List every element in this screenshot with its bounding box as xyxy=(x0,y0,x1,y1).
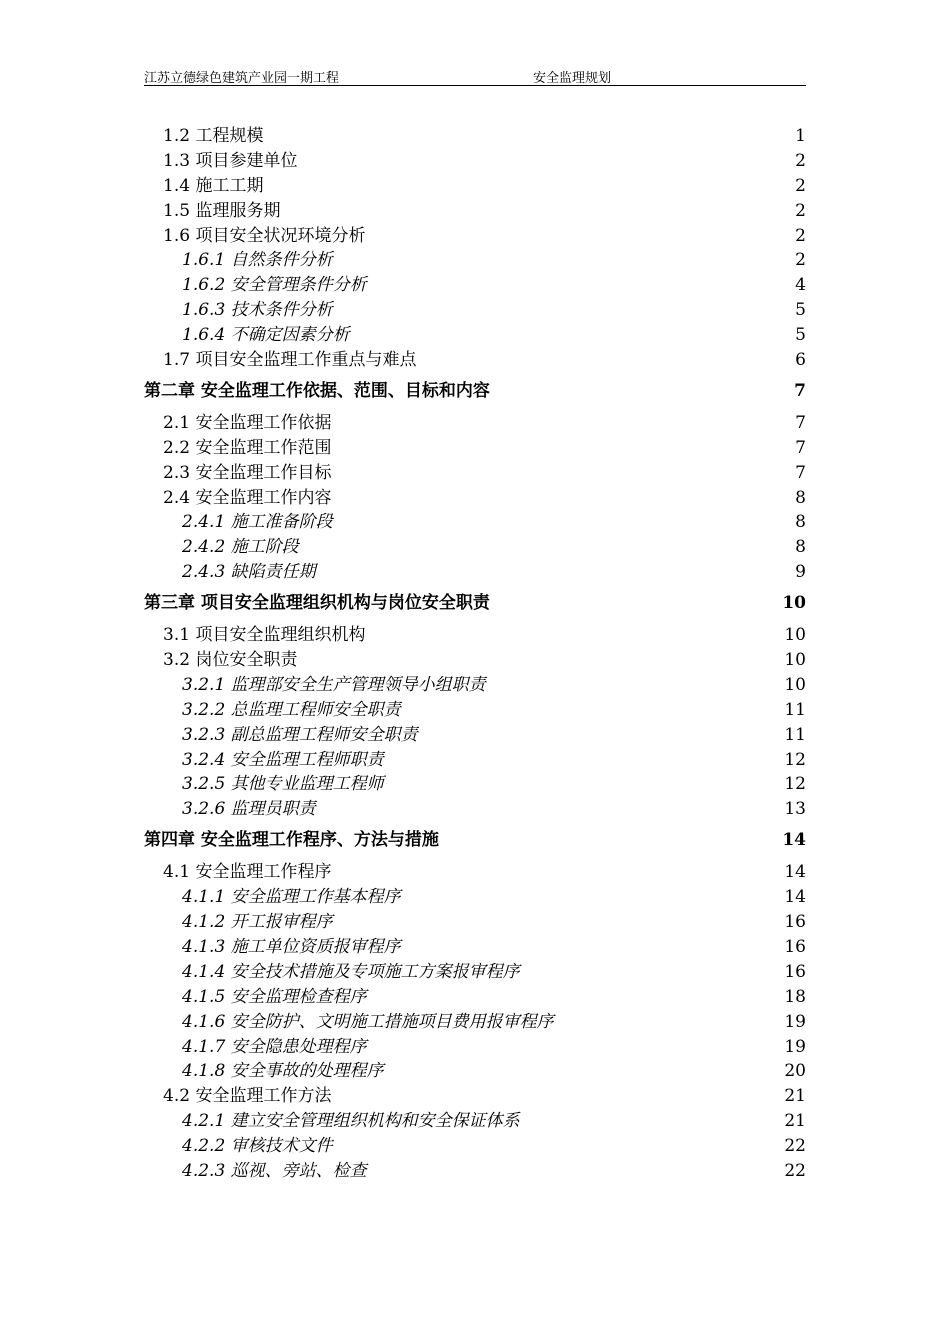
toc-entry-title: 1.6 项目安全状况环境分析 xyxy=(163,225,366,246)
toc-entry-page-number: 7 xyxy=(794,380,806,401)
toc-entry-title: 2.4.3 缺陷责任期 xyxy=(182,562,316,583)
toc-subsection-entry[interactable] xyxy=(144,935,806,960)
toc-entry-page-number: 16 xyxy=(784,961,806,982)
toc-entry-page-number: 8 xyxy=(795,512,806,533)
toc-chapter-entry[interactable] xyxy=(144,377,806,411)
toc-entry-page-number: 21 xyxy=(784,1086,806,1107)
toc-section-entry[interactable] xyxy=(144,461,806,486)
toc-entry-title: 4.1.3 施工单位资质报审程序 xyxy=(182,936,401,957)
toc-entry-title: 4.2.2 审核技术文件 xyxy=(182,1136,333,1157)
toc-subsection-entry[interactable] xyxy=(144,248,806,273)
toc-entry-page-number: 14 xyxy=(782,830,806,851)
header-project-name: 江苏立德绿色建筑产业园一期工程 xyxy=(144,71,340,86)
toc-entry-page-number: 2 xyxy=(795,200,806,221)
toc-entry-page-number: 8 xyxy=(795,487,806,508)
toc-entry-page-number: 6 xyxy=(795,350,806,371)
toc-subsection-entry[interactable] xyxy=(144,510,806,535)
toc-subsection-entry[interactable] xyxy=(144,560,806,585)
toc-entry-page-number: 2 xyxy=(795,150,806,171)
toc-entry-title: 3.2.5 其他专业监理工程师 xyxy=(182,774,384,795)
toc-entry-title: 1.6.3 技术条件分析 xyxy=(182,300,333,321)
toc-subsection-entry[interactable] xyxy=(144,985,806,1010)
toc-entry-page-number: 2 xyxy=(795,250,806,271)
toc-subsection-entry[interactable] xyxy=(144,797,806,822)
toc-entry-title: 1.3 项目参建单位 xyxy=(163,150,298,171)
toc-entry-title: 1.7 项目安全监理工作重点与难点 xyxy=(163,350,417,371)
toc-entry-title: 4.2.1 建立安全管理组织机构和安全保证体系 xyxy=(182,1111,520,1132)
toc-entry-title: 3.2.1 监理部安全生产管理领导小组职责 xyxy=(182,674,486,695)
page-header xyxy=(144,65,806,86)
toc-chapter-entry[interactable] xyxy=(144,826,806,860)
toc-entry-page-number: 5 xyxy=(795,300,806,321)
toc-chapter-entry[interactable] xyxy=(144,589,806,623)
toc-entry-page-number: 9 xyxy=(795,562,806,583)
toc-entry-title: 2.1 安全监理工作依据 xyxy=(163,412,332,433)
toc-section-entry[interactable] xyxy=(144,648,806,673)
toc-entry-page-number: 14 xyxy=(784,862,806,883)
toc-section-entry[interactable] xyxy=(144,411,806,436)
toc-entry-title: 第三章 项目安全监理组织机构与岗位安全职责 xyxy=(144,593,490,614)
toc-entry-page-number: 10 xyxy=(784,674,806,695)
toc-section-entry[interactable] xyxy=(144,124,806,149)
toc-entry-title: 3.2.4 安全监理工程师职责 xyxy=(182,749,384,770)
toc-entry-title: 2.4.2 施工阶段 xyxy=(182,537,299,558)
toc-entry-title: 4.1.2 开工报审程序 xyxy=(182,912,333,933)
toc-entry-title: 4.2 安全监理工作方法 xyxy=(163,1086,332,1107)
toc-section-entry[interactable] xyxy=(144,436,806,461)
toc-entry-title: 3.2 岗位安全职责 xyxy=(163,650,298,671)
toc-entry-page-number: 13 xyxy=(784,799,806,820)
toc-entry-page-number: 12 xyxy=(784,774,806,795)
toc-entry-page-number: 14 xyxy=(784,887,806,908)
toc-subsection-entry[interactable] xyxy=(144,1159,806,1184)
toc-entry-page-number: 20 xyxy=(784,1061,806,1082)
toc-entry-title: 4.1.8 安全事故的处理程序 xyxy=(182,1061,384,1082)
toc-entry-title: 3.2.2 总监理工程师安全职责 xyxy=(182,699,401,720)
toc-entry-page-number: 19 xyxy=(784,1036,806,1057)
toc-subsection-entry[interactable] xyxy=(144,772,806,797)
toc-entry-page-number: 12 xyxy=(784,749,806,770)
toc-entry-title: 1.6.4 不确定因素分析 xyxy=(182,325,350,346)
toc-subsection-entry[interactable] xyxy=(144,960,806,985)
toc-entry-page-number: 16 xyxy=(784,912,806,933)
toc-subsection-entry[interactable] xyxy=(144,1059,806,1084)
toc-entry-title: 1.4 施工工期 xyxy=(163,175,264,196)
toc-section-entry[interactable] xyxy=(144,860,806,885)
toc-entry-title: 4.1.4 安全技术措施及专项施工方案报审程序 xyxy=(182,961,520,982)
toc-entry-page-number: 22 xyxy=(784,1136,806,1157)
toc-entry-page-number: 10 xyxy=(784,625,806,646)
toc-subsection-entry[interactable] xyxy=(144,273,806,298)
toc-section-entry[interactable] xyxy=(144,1084,806,1109)
toc-subsection-entry[interactable] xyxy=(144,1035,806,1060)
toc-entry-title: 1.5 监理服务期 xyxy=(163,200,281,221)
toc-entry-page-number: 10 xyxy=(784,650,806,671)
toc-subsection-entry[interactable] xyxy=(144,1134,806,1159)
toc-entry-title: 3.2.3 副总监理工程师安全职责 xyxy=(182,724,418,745)
toc-entry-page-number: 5 xyxy=(795,325,806,346)
toc-entry-title: 4.1.1 安全监理工作基本程序 xyxy=(182,887,401,908)
toc-entry-title: 2.2 安全监理工作范围 xyxy=(163,437,332,458)
toc-entry-page-number: 11 xyxy=(784,699,806,720)
toc-entry-title: 1.2 工程规模 xyxy=(163,126,264,146)
toc-section-entry[interactable] xyxy=(144,174,806,199)
toc-entry-title: 4.1 安全监理工作程序 xyxy=(163,862,332,883)
toc-section-entry[interactable] xyxy=(144,486,806,511)
toc-entry-page-number: 8 xyxy=(795,537,806,558)
toc-entry-title: 3.1 项目安全监理组织机构 xyxy=(163,625,366,646)
toc-entry-title: 2.4.1 施工准备阶段 xyxy=(182,512,333,533)
toc-entry-page-number: 7 xyxy=(795,462,806,483)
toc-entry-title: 2.3 安全监理工作目标 xyxy=(163,462,332,483)
toc-entry-title: 1.6.2 安全管理条件分析 xyxy=(182,275,367,296)
toc-entry-title: 第二章 安全监理工作依据、范围、目标和内容 xyxy=(144,380,490,401)
toc-entry-page-number: 19 xyxy=(784,1011,806,1032)
header-document-title: 安全监理规划 xyxy=(533,71,612,86)
toc-subsection-entry[interactable] xyxy=(144,298,806,323)
toc-subsection-entry[interactable] xyxy=(144,723,806,748)
toc-subsection-entry[interactable] xyxy=(144,673,806,698)
toc-entry-title: 1.6.1 自然条件分析 xyxy=(182,250,333,271)
toc-section-entry[interactable] xyxy=(144,149,806,174)
toc-entry-title: 4.1.7 安全隐患处理程序 xyxy=(182,1036,367,1057)
toc-entry-title: 4.1.5 安全监理检查程序 xyxy=(182,986,367,1007)
toc-entry-page-number: 18 xyxy=(784,986,806,1007)
toc-subsection-entry[interactable] xyxy=(144,698,806,723)
toc-entry-page-number: 7 xyxy=(795,437,806,458)
toc-subsection-entry[interactable] xyxy=(144,910,806,935)
toc-section-entry[interactable] xyxy=(144,224,806,249)
toc-entry-page-number: 16 xyxy=(784,936,806,957)
toc-subsection-entry[interactable] xyxy=(144,535,806,560)
toc-subsection-entry[interactable] xyxy=(144,1010,806,1035)
toc-entry-page-number: 2 xyxy=(795,225,806,246)
toc-entry-page-number: 21 xyxy=(784,1111,806,1132)
toc-section-entry[interactable] xyxy=(144,623,806,648)
toc-subsection-entry[interactable] xyxy=(144,323,806,348)
toc-entry-title: 第四章 安全监理工作程序、方法与措施 xyxy=(144,830,439,851)
toc-section-entry[interactable] xyxy=(144,199,806,224)
toc-entry-title: 3.2.6 监理员职责 xyxy=(182,799,316,820)
toc-entry-page-number: 2 xyxy=(795,175,806,196)
toc-entry-page-number: 1 xyxy=(795,126,806,146)
toc-entry-title: 4.2.3 巡视、旁站、检查 xyxy=(182,1160,367,1181)
table-of-contents xyxy=(144,124,806,1184)
toc-subsection-entry[interactable] xyxy=(144,885,806,910)
toc-entry-page-number: 10 xyxy=(782,593,806,614)
toc-entry-page-number: 22 xyxy=(784,1160,806,1181)
toc-subsection-entry[interactable] xyxy=(144,748,806,773)
toc-entry-page-number: 11 xyxy=(784,724,806,745)
toc-entry-title: 2.4 安全监理工作内容 xyxy=(163,487,332,508)
toc-entry-page-number: 4 xyxy=(795,275,806,296)
toc-section-entry[interactable] xyxy=(144,348,806,373)
toc-subsection-entry[interactable] xyxy=(144,1109,806,1134)
toc-entry-page-number: 7 xyxy=(795,412,806,433)
toc-entry-title: 4.1.6 安全防护、文明施工措施项目费用报审程序 xyxy=(182,1011,554,1032)
